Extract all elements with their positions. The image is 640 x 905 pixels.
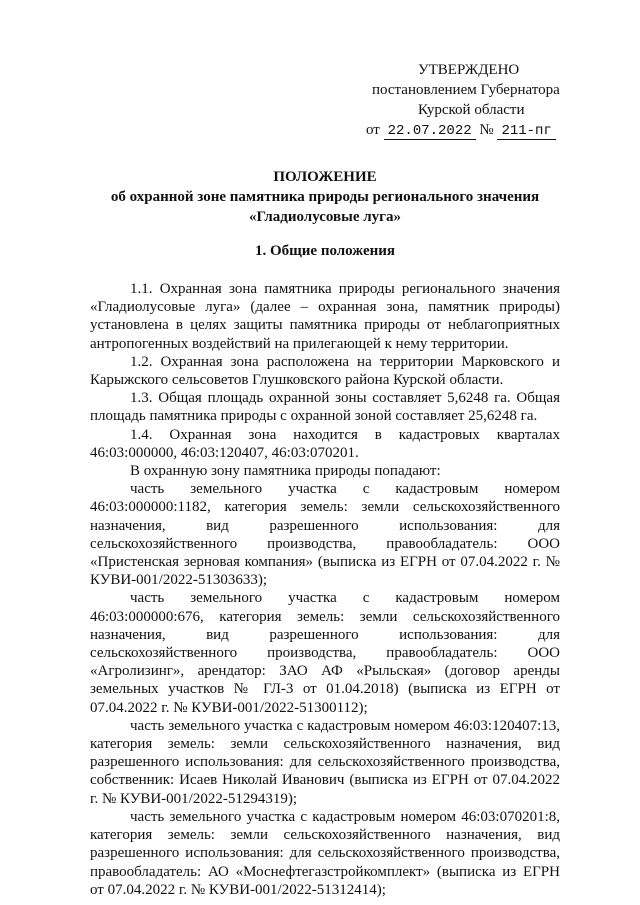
paragraph: 1.2. Охранная зона расположена на территории Марковского и Карыжского сельсоветов Глушковского района Курской области. xyxy=(90,353,560,389)
paragraph: часть земельного участка с кадастровым номером 46:03:070201:8, категория земель: земли сельскохозяйственного назначения, вид разрешенного использования: для сельскохозяйственного производства, правообладатель: АО «Моснефтегазстройкомплект» (выписка из ЕГРН от 07.04.2022 г. № КУВИ-001/2022-51312414); xyxy=(90,808,560,898)
title-sub-2: «Гладиолусовые луга» xyxy=(249,209,401,225)
paragraph: 1.4. Охранная зона находится в кадастровых кварталах 46:03:000000, 46:03:120407, 46:03:070201. xyxy=(90,426,560,461)
section-heading: 1. Общие положения xyxy=(254,243,396,259)
approval-number-label: № xyxy=(479,122,494,138)
title-main: ПОЛОЖЕНИЕ xyxy=(273,169,377,185)
title-sub-1: об охранной зоне памятника природы регионального значения xyxy=(110,189,540,205)
paragraph: часть земельного участка с кадастровым номером 46:03:000000:676, категория земель: земли сельскохозяйственного назначения, вид разрешенного использования: для сельскохозяйственного производства, правообладатель: ООО «Агролизинг», арендатор: ЗАО АФ «Рыльская» (договор аренды земельных участков № ГЛ-3 от 01.04.2018) (выписка из ЕГРН от 07.04.2022 г. № КУВИ-001/2022-51300112); xyxy=(90,590,560,716)
document-title xyxy=(90,167,560,227)
approval-number: 211-пг xyxy=(497,123,555,140)
approval-from-label: от xyxy=(366,122,380,138)
paragraph: часть земельного участка с кадастровым номером 46:03:120407:13, категория земель: земли сельскохозяйственного назначения, вид разрешенного использования: для сельскохозяйственного производства, собственник: Исаев Николай Иванович (выписка из ЕГРН от 07.04.2022 г. № КУВИ-001/2022-51294319); xyxy=(90,717,560,807)
paragraph: В охранную зону памятника природы попадают: xyxy=(130,463,441,480)
approval-stamp xyxy=(360,60,580,141)
paragraph: 1.3. Общая площадь охранной зоны составляет 5,6248 га. Общая площадь памятника природы с охранной зоной составляет 25,6248 га. xyxy=(90,390,560,425)
approval-date: 22.07.2022 xyxy=(384,123,476,140)
paragraph: часть земельного участка с кадастровым номером 46:03:000000:1182, категория земель: земли сельскохозяйственного назначения, вид разрешенного использования: для сельскохозяйственного производства, правообладатель: ООО «Пристенская зерновая компания» (выписка из ЕГРН от 07.04.2022 г. № КУВИ-001/2022-51303633); xyxy=(90,481,560,589)
approval-date-line xyxy=(360,120,580,141)
document-body xyxy=(90,280,560,899)
paragraph: 1.1. Охранная зона памятника природы регионального значения «Гладиолусовые луга» (далее – охранная зона, памятник природы) установлена в целях защиты памятника природы от неблагоприятных антропогенных воздействий на прилегающей к нему территории. xyxy=(90,281,560,352)
approval-line-1: постановлением Губернатора xyxy=(372,82,560,98)
approval-line-2: Курской области xyxy=(418,102,525,118)
approval-heading: УТВЕРЖДЕНО xyxy=(418,62,520,78)
